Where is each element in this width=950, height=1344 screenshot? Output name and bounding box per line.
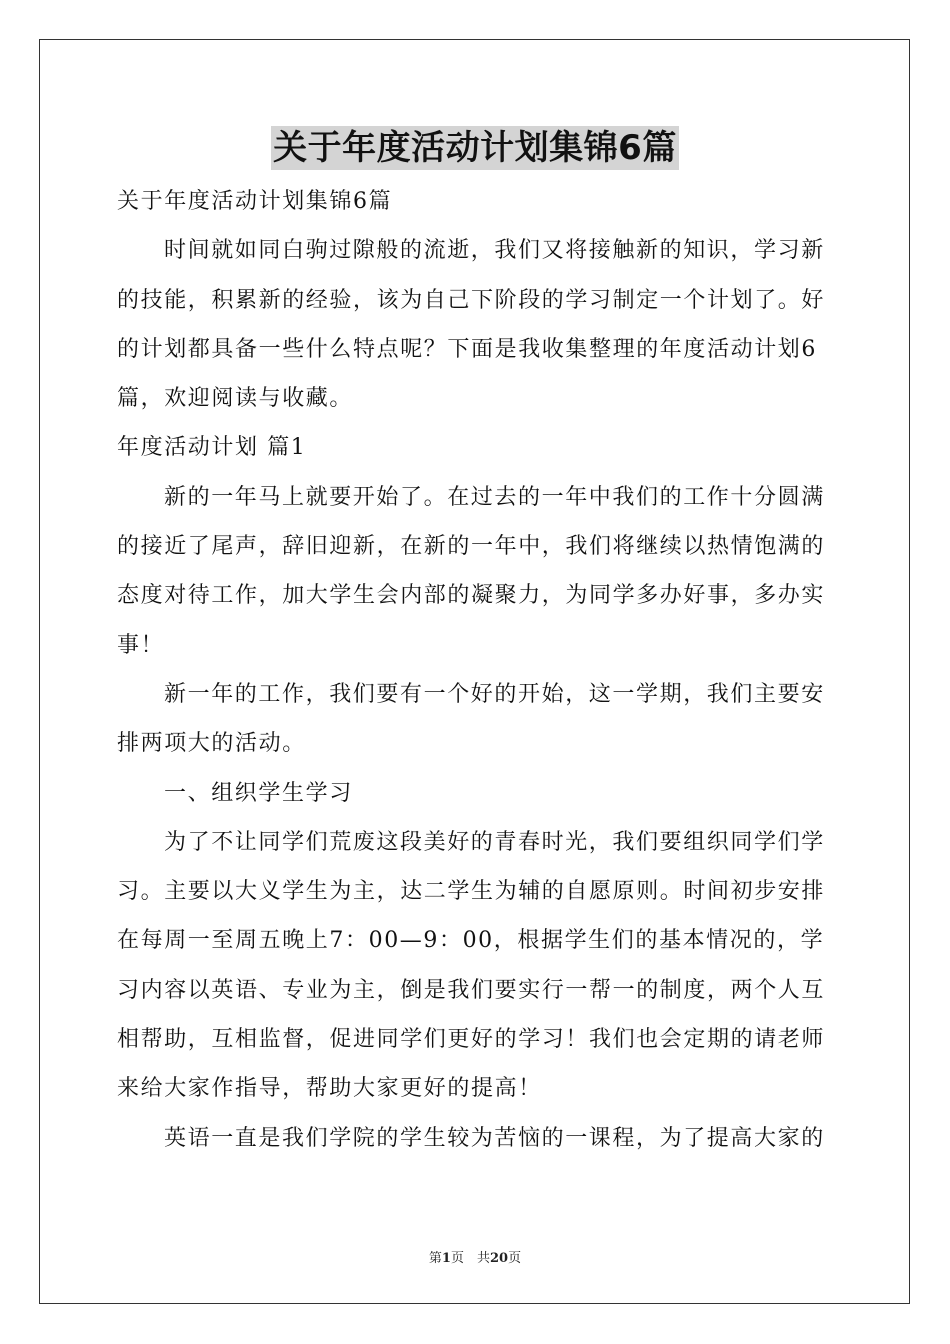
- document-title: 关于年度活动计划集锦6篇: [273, 128, 677, 168]
- text-line: 新一年的工作，我们要有一个好的开始，这一学期，我们主要安: [164, 681, 825, 707]
- text-line: 事！: [117, 632, 165, 658]
- text-line: 在每周一至周五晚上7：00—9：00，根据学生们的基本情况的，学: [117, 928, 825, 954]
- text-line: 为了不让同学们荒废这段美好的青春时光，我们要组织同学们学: [164, 829, 825, 855]
- text-line: 英语一直是我们学院的学生较为苦恼的一课程，为了提高大家的: [164, 1125, 825, 1151]
- text-line: 的接近了尾声，辞旧迎新，在新的一年中，我们将继续以热情饱满的: [117, 534, 826, 560]
- text-line: 习。主要以大义学生为主，达二学生为辅的自愿原则。时间初步安排: [117, 879, 826, 905]
- text-line: 新的一年马上就要开始了。在过去的一年中我们的工作十分圆满: [164, 484, 825, 510]
- footer-page-total: 20: [489, 1251, 509, 1266]
- text-line: 一、组织学生学习: [164, 780, 353, 806]
- text-line: 排两项大的活动。: [117, 731, 306, 757]
- text-line: 关于年度活动计划集锦6篇: [117, 189, 393, 214]
- text-line: 相帮助，互相监督，促进同学们更好的学习！我们也会定期的请老师: [117, 1027, 826, 1053]
- footer-page-prefix: 第: [428, 1251, 442, 1266]
- title-area: [0, 126, 950, 170]
- footer-page-mid: 页 共: [450, 1251, 490, 1266]
- text-line: 习内容以英语、专业为主，倒是我们要实行一帮一的制度，两个人互: [117, 977, 826, 1003]
- text-line: 来给大家作指导，帮助大家更好的提高！: [117, 1076, 542, 1102]
- document-body: [117, 177, 835, 1163]
- text-line: 态度对待工作，加大学生会内部的凝聚力，为同学多办好事，多办实: [117, 583, 826, 609]
- page-footer: [0, 1247, 950, 1266]
- text-line: 时间就如同白驹过隙般的流逝，我们又将接触新的知识，学习新: [164, 238, 825, 264]
- text-line: 的技能，积累新的经验，该为自己下阶段的学习制定一个计划了。好: [117, 287, 826, 313]
- text-line: 篇，欢迎阅读与收藏。: [117, 386, 354, 412]
- footer-page-suffix: 页: [508, 1251, 522, 1266]
- footer-page-current: 1: [441, 1251, 451, 1266]
- text-line: 的计划都具备一些什么特点呢？下面是我收集整理的年度活动计划6: [117, 336, 817, 362]
- text-line: 年度活动计划 篇1: [117, 435, 307, 461]
